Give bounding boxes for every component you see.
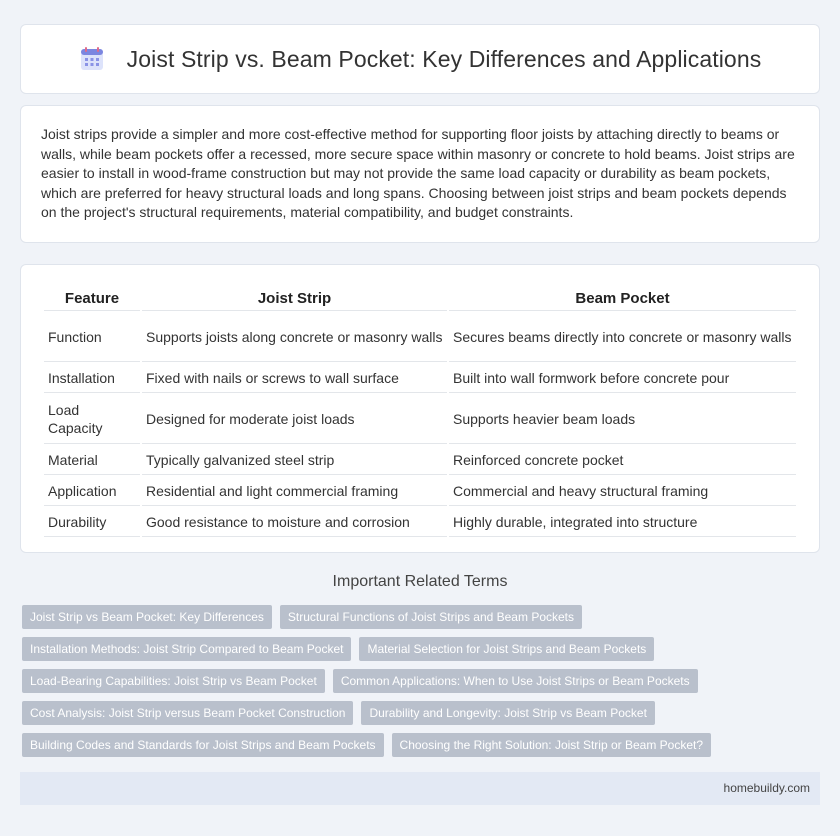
related-term-tag[interactable]: Joist Strip vs Beam Pocket: Key Differences [22,605,272,629]
feature-cell: Load Capacity [44,395,140,444]
beam-pocket-cell: Reinforced concrete pocket [449,446,796,475]
feature-cell: Material [44,446,140,475]
comparison-card [20,264,820,553]
feature-cell: Function [44,313,140,362]
beam-pocket-cell: Built into wall formwork before concrete pour [449,364,796,393]
table-row [44,446,796,475]
beam-pocket-cell: Supports heavier beam loads [449,395,796,444]
joist-strip-cell: Typically galvanized steel strip [142,446,447,475]
intro-text: Joist strips provide a simpler and more cost-effective method for supporting floor joists by attaching directly to beams or walls, while beam pockets offer a recessed, more secure space within masonry or concrete to hold beams. Joist strips are easier to install in wood-frame construction but may not provide the same load capacity or durability as beam pockets, which are preferred for heavy structural loads and long spans. Choosing between joist strips and beam pockets depends on the project's structural requirements, material compatibility, and budget constraints. [41,126,795,220]
table-row [44,508,796,537]
joist-strip-cell: Good resistance to moisture and corrosion [142,508,447,537]
table-header-row [44,287,796,311]
header-joist-strip: Joist Strip [142,287,447,311]
feature-cell: Application [44,477,140,506]
header-feature: Feature [44,287,140,311]
related-term-tag[interactable]: Common Applications: When to Use Joist Strips or Beam Pockets [333,669,698,693]
related-term-tag[interactable]: Load-Bearing Capabilities: Joist Strip vs Beam Pocket [22,669,325,693]
related-term-tag[interactable]: Cost Analysis: Joist Strip versus Beam Pocket Construction [22,701,353,725]
footer [20,772,820,805]
beam-pocket-cell: Highly durable, integrated into structure [449,508,796,537]
table-row [44,477,796,506]
footer-site-link[interactable]: homebuildy.com [723,781,810,795]
related-term-tag[interactable]: Material Selection for Joist Strips and Beam Pockets [359,637,654,661]
beam-pocket-cell: Secures beams directly into concrete or masonry walls [449,313,796,362]
beam-pocket-cell: Commercial and heavy structural framing [449,477,796,506]
joist-strip-cell: Residential and light commercial framing [142,477,447,506]
related-terms-list [22,605,822,765]
related-term-tag[interactable]: Structural Functions of Joist Strips and Beam Pockets [280,605,582,629]
related-term-tag[interactable]: Building Codes and Standards for Joist Strips and Beam Pockets [22,733,384,757]
comparison-table [42,285,798,539]
joist-strip-cell: Fixed with nails or screws to wall surface [142,364,447,393]
related-term-tag[interactable]: Durability and Longevity: Joist Strip vs Beam Pocket [361,701,654,725]
intro-card [20,105,820,243]
table-row [44,313,796,362]
table-row [44,395,796,444]
feature-cell: Durability [44,508,140,537]
calendar-grid-icon [79,46,105,72]
title-card [20,24,820,94]
related-terms-title: Important Related Terms [332,573,508,590]
related-term-tag[interactable]: Installation Methods: Joist Strip Compared to Beam Pocket [22,637,351,661]
related-term-tag[interactable]: Choosing the Right Solution: Joist Strip or Beam Pocket? [392,733,712,757]
table-row [44,364,796,393]
header-beam-pocket: Beam Pocket [449,287,796,311]
joist-strip-cell: Supports joists along concrete or masonry walls [142,313,447,362]
feature-cell: Installation [44,364,140,393]
page-title: Joist Strip vs. Beam Pocket: Key Differences and Applications [126,45,762,72]
joist-strip-cell: Designed for moderate joist loads [142,395,447,444]
